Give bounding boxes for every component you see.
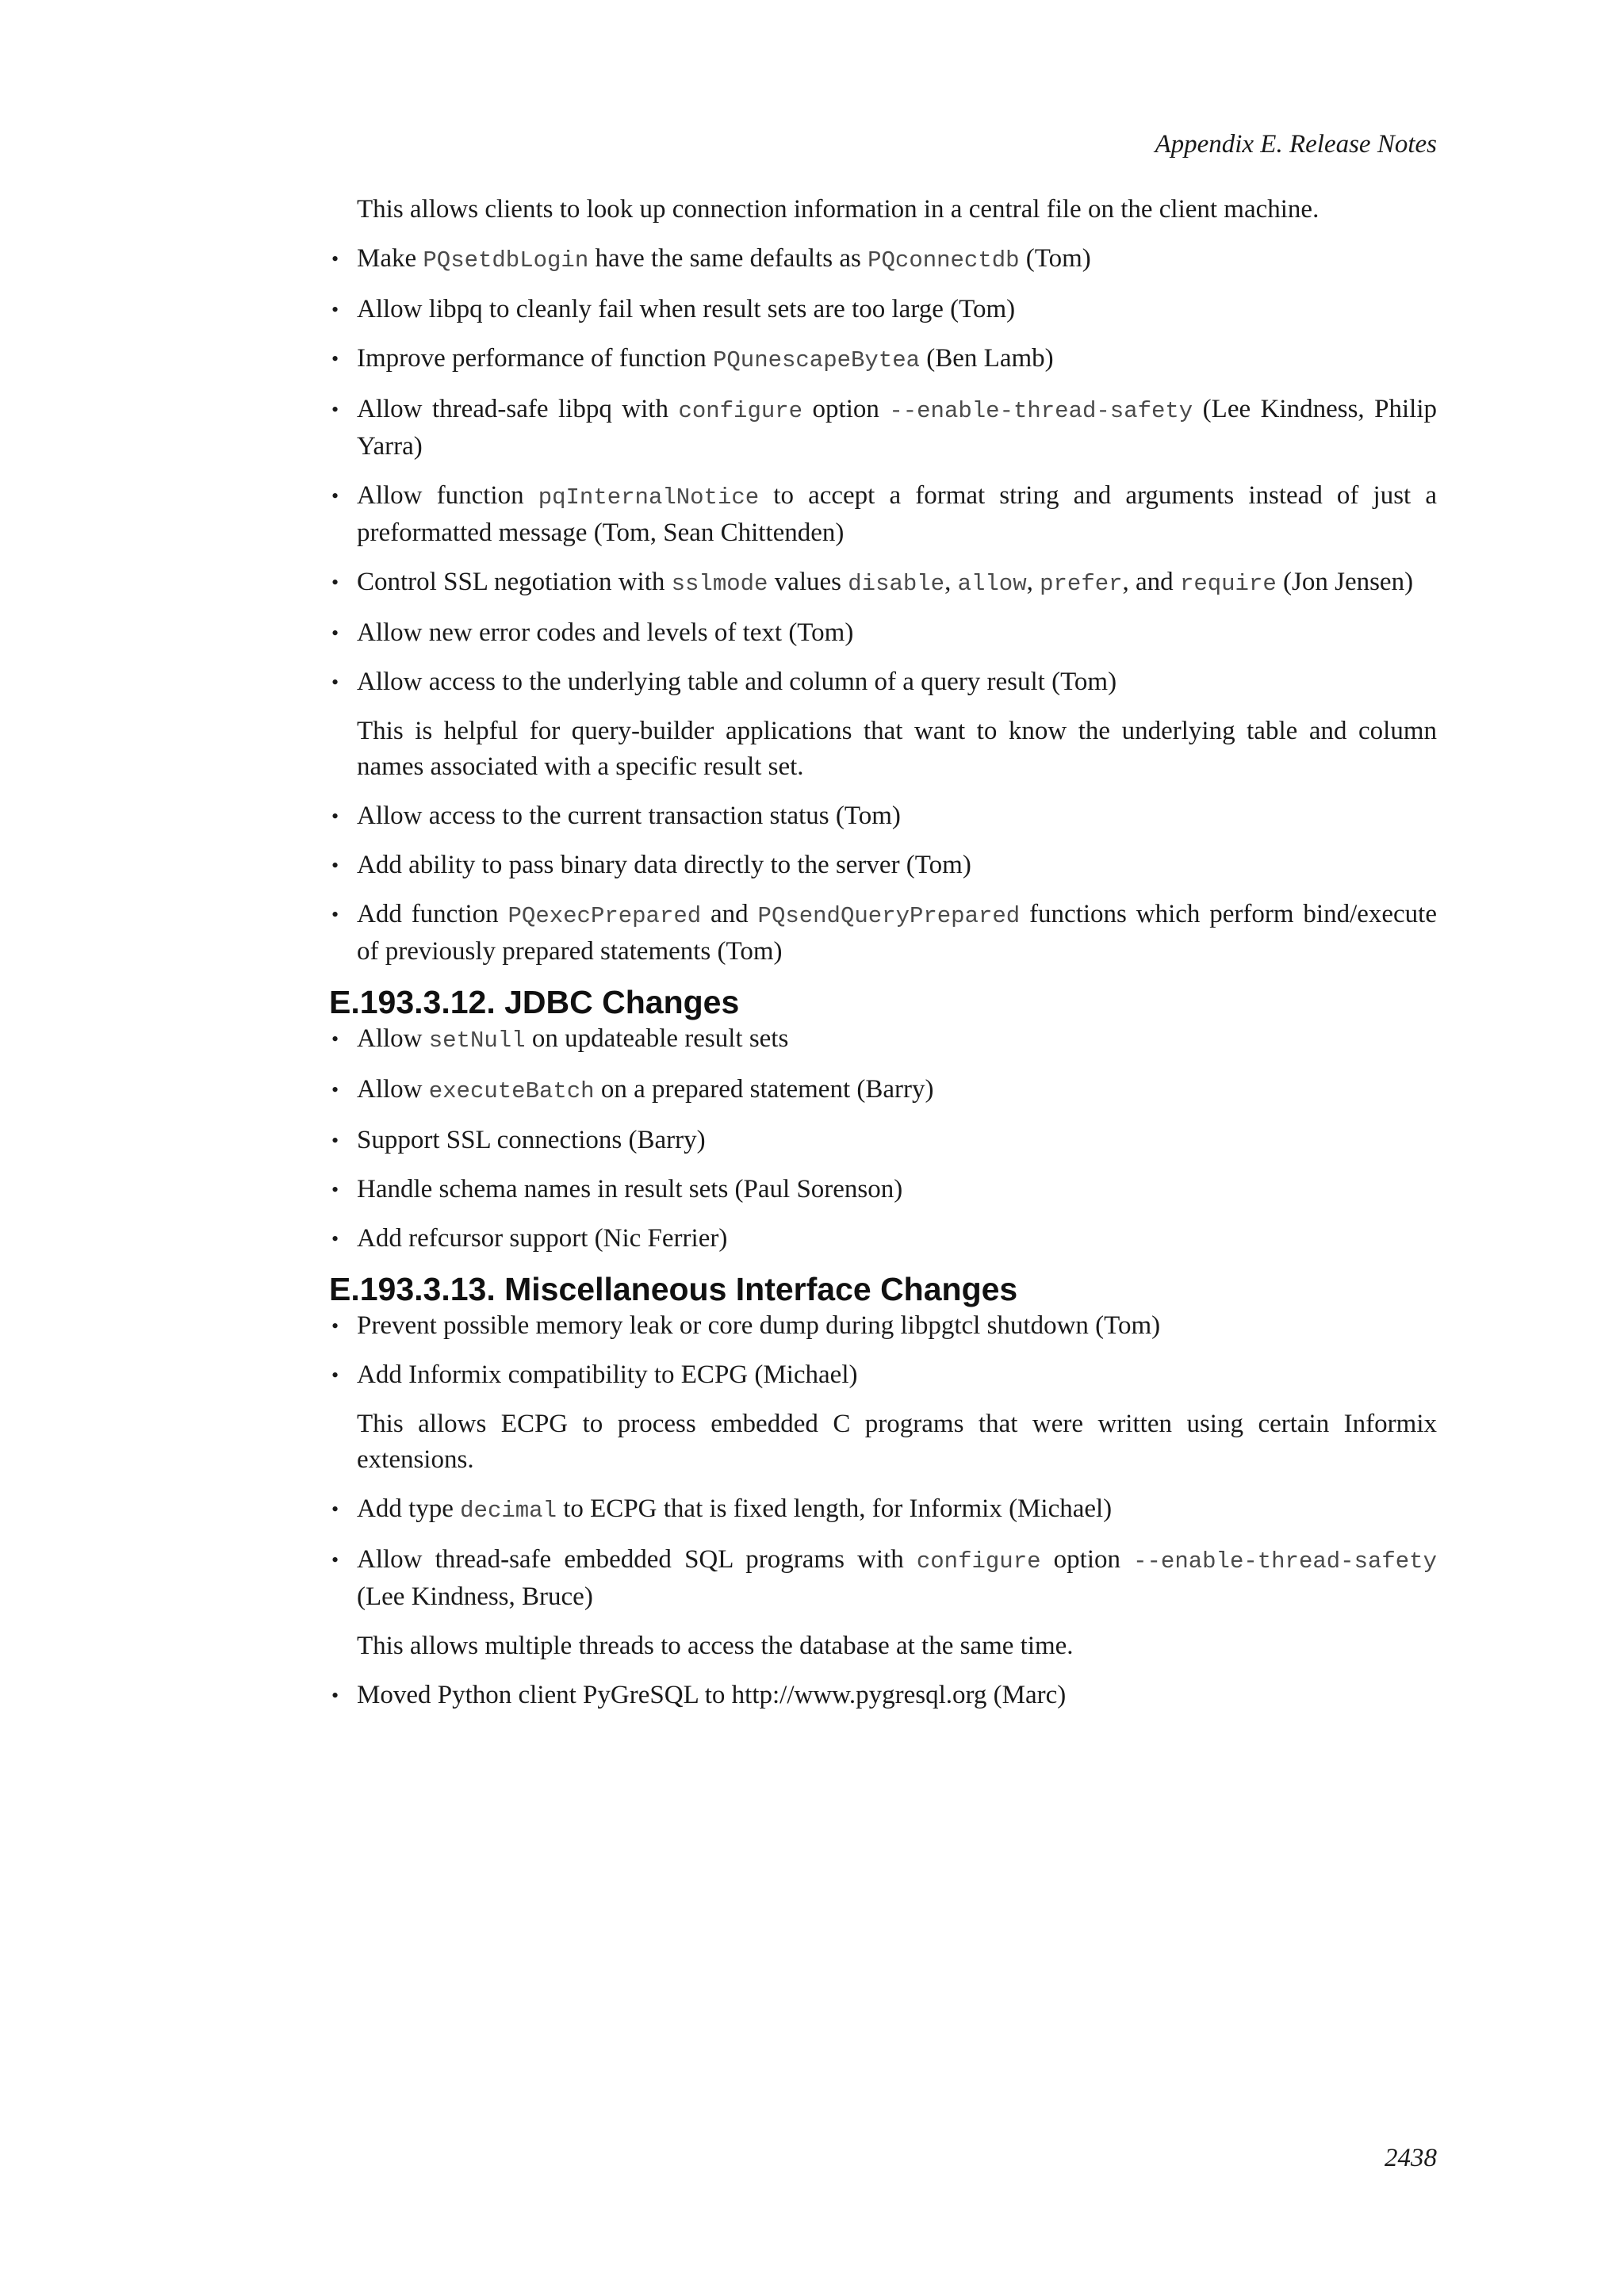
item-text: (Lee Kindness, Philip Yarra) [357,395,1437,461]
list-item [329,1021,1437,1058]
item-text: , [944,568,958,596]
bullet-icon: • [331,484,339,507]
item-text: option [1040,1545,1134,1574]
bullet-icon: • [331,1129,339,1152]
code-term: allow [957,571,1027,597]
list-item [329,1678,1437,1713]
item-text: Add type [357,1494,461,1523]
item-text: Make [357,244,423,273]
misc-list-3 [329,1678,1437,1713]
item-text: Allow access to the current transaction status (Tom) [357,802,901,830]
code-term: require [1179,571,1277,597]
code-term: prefer [1040,571,1123,597]
bullet-icon: • [331,571,339,594]
list-item [329,664,1437,700]
bullet-icon: • [331,1178,339,1201]
list-item [329,1542,1437,1615]
list-item [329,798,1437,834]
item-text: Add ability to pass binary data directly to the server (Tom) [357,851,971,879]
code-term: executeBatch [428,1078,595,1104]
section-heading-misc: E.193.3.13. Miscellaneous Interface Changes [329,1271,1018,1307]
bullet-icon: • [331,1498,339,1521]
bullet-icon: • [331,347,339,370]
libpq-list [329,241,1437,700]
section-heading-jdbc: E.193.3.12. JDBC Changes [329,984,740,1020]
bullet-icon: • [331,1364,339,1387]
item-text: to accept a format string and arguments instead of just a preformatted message (Tom, Sean Chittenden) [357,481,1437,547]
code-term: PQexecPrepared [508,903,702,929]
misc-note-2: This allows multiple threads to access the database at the same time. [357,1632,1074,1660]
code-term: configure [916,1548,1041,1575]
intro-note: This allows clients to look up connection information in a central file on the client machine. [357,195,1320,224]
code-term: --enable-thread-safety [1133,1548,1437,1575]
item-text: Moved Python client PyGreSQL to http://www.pygresql.org (Marc) [357,1681,1067,1709]
item-text: Allow access to the underlying table and column of a query result (Tom) [357,668,1117,696]
code-term: setNull [428,1027,526,1054]
code-term: PQsendQueryPrepared [757,903,1021,929]
item-text: Allow thread-safe embedded SQL programs with [357,1545,917,1574]
list-item [329,1123,1437,1158]
bullet-icon: • [331,1227,339,1250]
item-text: , and [1122,568,1180,596]
code-term: sslmode [671,571,768,597]
list-item [329,1172,1437,1207]
item-text: on updateable result sets [525,1024,789,1053]
list-item [329,848,1437,883]
list-item [329,1072,1437,1109]
misc-note-1: This allows ECPG to process embedded C programs that were written using certain Informix extensions. [357,1410,1437,1474]
item-text: (Jon Jensen) [1276,568,1414,596]
list-item [329,615,1437,651]
item-text: Add Informix compatibility to ECPG (Michael) [357,1360,858,1389]
item-text: Improve performance of function [357,344,713,373]
running-header: Appendix E. Release Notes [1155,130,1437,159]
bullet-icon: • [331,805,339,828]
list-item [329,1308,1437,1344]
bullet-icon: • [331,671,339,694]
code-term: disable [848,571,945,597]
bullet-icon: • [331,1314,339,1337]
item-text: Allow [357,1024,429,1053]
list-item [329,241,1437,278]
list-item [329,897,1437,970]
bullet-icon: • [331,1027,339,1050]
bullet-icon: • [331,247,339,270]
misc-list-1 [329,1308,1437,1393]
item-text: values [768,568,848,596]
list-item [329,478,1437,551]
jdbc-list [329,1021,1437,1257]
code-term: configure [678,398,803,424]
code-term: decimal [460,1498,557,1524]
item-text: Allow function [357,481,538,510]
item-text: Add function [357,900,508,928]
code-term: PQconnectdb [868,247,1020,274]
bullet-icon: • [331,1078,339,1101]
list-item [329,564,1437,602]
list-item [329,1221,1437,1257]
libpq-note: This is helpful for query-builder applications that want to know the underlying table and column names associated with a specific result set. [357,717,1437,781]
bullet-icon: • [331,622,339,645]
list-item [329,341,1437,378]
libpq-list-2 [329,798,1437,970]
item-text: option [802,395,890,423]
misc-list-2 [329,1491,1437,1615]
item-text: to ECPG that is fixed length, for Informix (Michael) [556,1494,1113,1523]
bullet-icon: • [331,1548,339,1571]
list-item [329,392,1437,465]
page-number: 2438 [1385,2144,1437,2172]
item-text: functions which perform bind/execute of previously prepared statements (Tom) [357,900,1437,966]
item-text: Add refcursor support (Nic Ferrier) [357,1224,728,1253]
list-item [329,292,1437,327]
code-term: PQunescapeBytea [712,347,921,373]
bullet-icon: • [331,1684,339,1707]
item-text: Prevent possible memory leak or core dump during libpgtcl shutdown (Tom) [357,1311,1161,1340]
item-text: Allow thread-safe libpq with [357,395,679,423]
list-item [329,1357,1437,1393]
item-text: Support SSL connections (Barry) [357,1126,706,1154]
code-term: PQsetdbLogin [423,247,589,274]
code-term: pqInternalNotice [538,484,760,511]
item-text: (Ben Lamb) [920,344,1054,373]
item-text: Allow [357,1075,429,1104]
item-text: on a prepared statement (Barry) [594,1075,934,1104]
bullet-icon: • [331,854,339,877]
page-content [329,192,1437,1727]
item-text: , [1026,568,1040,596]
item-text: Allow libpq to cleanly fail when result sets are too large (Tom) [357,295,1016,323]
bullet-icon: • [331,298,339,321]
item-text: Handle schema names in result sets (Paul Sorenson) [357,1175,903,1203]
item-text: (Tom) [1019,244,1091,273]
item-text: (Lee Kindness, Bruce) [357,1582,593,1611]
code-term: --enable-thread-safety [889,398,1193,424]
item-text: have the same defaults as [588,244,868,273]
item-text: Control SSL negotiation with [357,568,672,596]
item-text: and [701,900,758,928]
list-item [329,1491,1437,1529]
bullet-icon: • [331,398,339,421]
item-text: Allow new error codes and levels of text (Tom) [357,618,854,647]
bullet-icon: • [331,903,339,926]
